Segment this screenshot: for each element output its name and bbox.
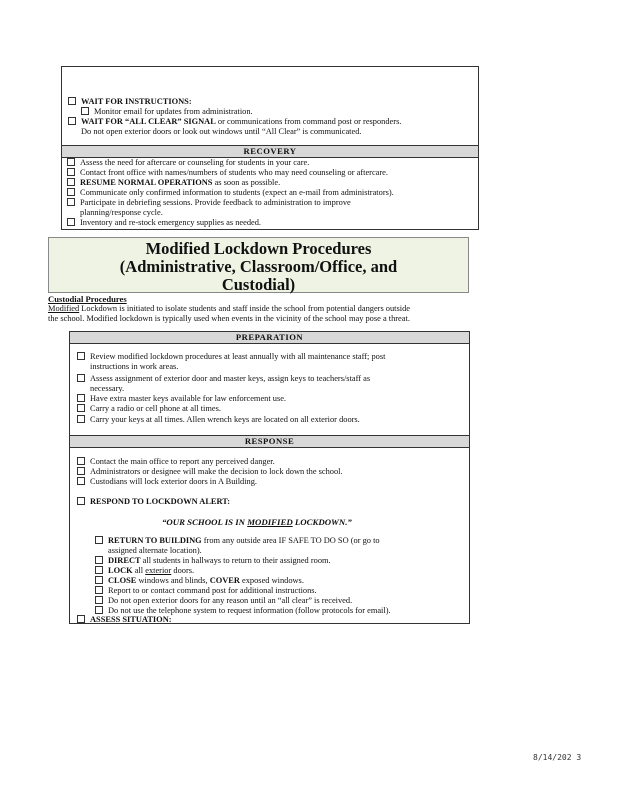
checklist-item: Contact front office with names/numbers of students who may need counseling or aftercare.	[67, 168, 388, 178]
recovery-heading: RECOVERY	[62, 145, 478, 158]
intro-text: the school. Modified lockdown is typically used when events in the vicinity of the school may pose a threat.	[48, 314, 410, 323]
top-procedures-box	[61, 66, 479, 230]
checkbox-icon[interactable]	[77, 404, 85, 412]
page-date: 8/14/202 3	[533, 753, 582, 762]
checkbox-icon[interactable]	[67, 218, 75, 226]
checkbox-icon[interactable]	[95, 576, 103, 584]
checkbox-icon[interactable]	[77, 477, 85, 485]
checklist-item: Carry your keys at all times. Allen wrench keys are located on all exterior doors.	[77, 415, 360, 425]
checklist-subitem: DIRECT all students in hallways to return to their assigned room.	[95, 556, 331, 566]
checklist-item: Contact the main office to report any perceived danger.	[77, 457, 275, 467]
checklist-item: RESUME NORMAL OPERATIONS as soon as possible.	[67, 178, 280, 188]
checklist-item: WAIT FOR “ALL CLEAR” SIGNAL or communications from command post or responders.	[68, 117, 401, 127]
checkbox-icon[interactable]	[77, 497, 85, 505]
checkbox-icon[interactable]	[95, 556, 103, 564]
checklist-item: Have extra master keys available for law enforcement use.	[77, 394, 286, 404]
checkbox-icon[interactable]	[77, 615, 85, 623]
custodial-procedures-heading: Custodial Procedures	[48, 294, 127, 304]
checklist-item: RESPOND TO LOCKDOWN ALERT:	[77, 497, 230, 507]
lockdown-announcement: “OUR SCHOOL IS IN MODIFIED LOCKDOWN.”	[162, 517, 352, 527]
checklist-continuation: planning/response cycle.	[80, 208, 163, 217]
checklist-note: Do not open exterior doors or look out windows until “All Clear” is communicated.	[81, 127, 362, 136]
intro-text: Modified Lockdown is initiated to isolate students and staff inside the school from potential dangers outside	[48, 304, 411, 313]
checkbox-icon[interactable]	[67, 168, 75, 176]
checkbox-icon[interactable]	[77, 457, 85, 465]
checkbox-icon[interactable]	[67, 178, 75, 186]
checklist-item: Assess assignment of exterior door and master keys, assign keys to teachers/staff as	[77, 374, 370, 384]
checklist-continuation: assigned alternate location).	[108, 546, 202, 555]
checkbox-icon[interactable]	[81, 107, 89, 115]
checklist-subitem: Do not use the telephone system to request information (follow protocols for email).	[95, 606, 391, 616]
checkbox-icon[interactable]	[68, 117, 76, 125]
checklist-item: Participate in debriefing sessions. Provide feedback to administration to improve	[67, 198, 351, 208]
checklist-item: Monitor email for updates from administration.	[81, 107, 253, 117]
checkbox-icon[interactable]	[68, 97, 76, 105]
checkbox-icon[interactable]	[77, 374, 85, 382]
checkbox-icon[interactable]	[95, 586, 103, 594]
checkbox-icon[interactable]	[77, 394, 85, 402]
checkbox-icon[interactable]	[77, 352, 85, 360]
checklist-continuation: instructions in work areas.	[90, 362, 179, 371]
checklist-item: Assess the need for aftercare or counseling for students in your care.	[67, 158, 309, 168]
lockdown-procedures-box	[69, 331, 470, 624]
checklist-item: WAIT FOR INSTRUCTIONS:	[68, 97, 192, 107]
title-line: Modified Lockdown Procedures	[145, 239, 372, 258]
response-heading: RESPONSE	[70, 435, 469, 448]
checklist-item: Administrators or designee will make the decision to lock down the school.	[77, 467, 343, 477]
title-line: (Administrative, Classroom/Office, and	[119, 257, 398, 276]
preparation-heading: PREPARATION	[70, 332, 469, 344]
checkbox-icon[interactable]	[67, 188, 75, 196]
checklist-item: ASSESS SITUATION:	[77, 615, 172, 625]
checkbox-icon[interactable]	[95, 536, 103, 544]
checkbox-icon[interactable]	[77, 467, 85, 475]
title-line: Custodial)	[221, 275, 296, 294]
checklist-subitem: CLOSE windows and blinds, COVER exposed windows.	[95, 576, 304, 586]
checklist-item: Custodians will lock exterior doors in A Building.	[77, 477, 257, 487]
checklist-continuation: necessary.	[90, 384, 125, 393]
checklist-item: Communicate only confirmed information to students (expect an e-mail from administrators).	[67, 188, 394, 198]
checklist-subitem: LOCK all exterior doors.	[95, 566, 194, 576]
checklist-subitem: Do not open exterior doors for any reason until an “all clear” is received.	[95, 596, 352, 606]
checklist-item: Inventory and re-stock emergency supplies as needed.	[67, 218, 261, 228]
checkbox-icon[interactable]	[67, 158, 75, 166]
checkbox-icon[interactable]	[95, 596, 103, 604]
checkbox-icon[interactable]	[95, 566, 103, 574]
section-title	[48, 237, 469, 293]
checkbox-icon[interactable]	[77, 415, 85, 423]
checklist-subitem: RETURN TO BUILDING from any outside area IF SAFE TO DO SO (or go to	[95, 536, 380, 546]
checklist-item: Review modified lockdown procedures at least annually with all maintenance staff; post	[77, 352, 385, 362]
checkbox-icon[interactable]	[67, 198, 75, 206]
checkbox-icon[interactable]	[95, 606, 103, 614]
checklist-subitem: Report to or contact command post for additional instructions.	[95, 586, 317, 596]
checklist-item: Carry a radio or cell phone at all times.	[77, 404, 221, 414]
